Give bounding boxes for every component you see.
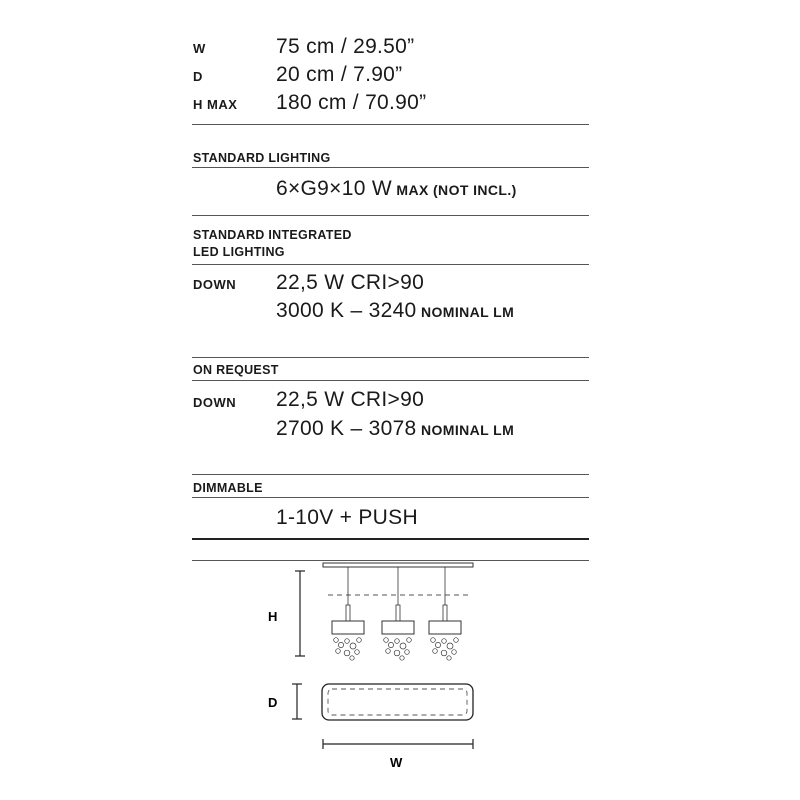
dimmable-value: 1-10V + PUSH [276, 506, 418, 529]
on-request-line1: 22,5 W CRI>90 [276, 388, 425, 411]
standard-lighting-value: 6×G9×10 W [276, 177, 392, 200]
height-label: H [268, 609, 278, 624]
section-title-line1: STANDARD INTEGRATED [193, 228, 352, 242]
led-line2-suffix: NOMINAL LM [420, 304, 515, 320]
led-down-label: DOWN [193, 277, 237, 292]
section-title-dimmable: DIMMABLE [193, 481, 263, 495]
pendant-lamp [382, 567, 414, 660]
led-line2-value: 3000 K – 3240 [276, 299, 417, 322]
on-request-line2-suffix: NOMINAL LM [420, 422, 515, 438]
dim-label-w: W [193, 41, 206, 56]
width-label: W [390, 755, 403, 770]
section-title-on-request: ON REQUEST [193, 363, 279, 377]
depth-label: D [268, 695, 278, 710]
section-title-line2: LED LIGHTING [193, 245, 285, 259]
on-request-down-label: DOWN [193, 395, 237, 410]
dim-label-hmax: H MAX [193, 97, 238, 112]
dim-value-d: 20 cm / 7.90” [276, 63, 403, 86]
dim-value-w: 75 cm / 29.50” [276, 35, 415, 58]
pendant-lamp [429, 567, 461, 660]
section-title-standard-lighting: STANDARD LIGHTING [193, 151, 331, 165]
canopy [323, 563, 473, 567]
dim-value-hmax: 180 cm / 70.90” [276, 91, 427, 114]
led-line1: 22,5 W CRI>90 [276, 271, 425, 294]
pendant-lamp [332, 567, 364, 660]
dim-label-d: D [193, 69, 203, 84]
on-request-line2-value: 2700 K – 3078 [276, 417, 417, 440]
standard-lighting-suffix: MAX (NOT INCL.) [396, 182, 517, 198]
